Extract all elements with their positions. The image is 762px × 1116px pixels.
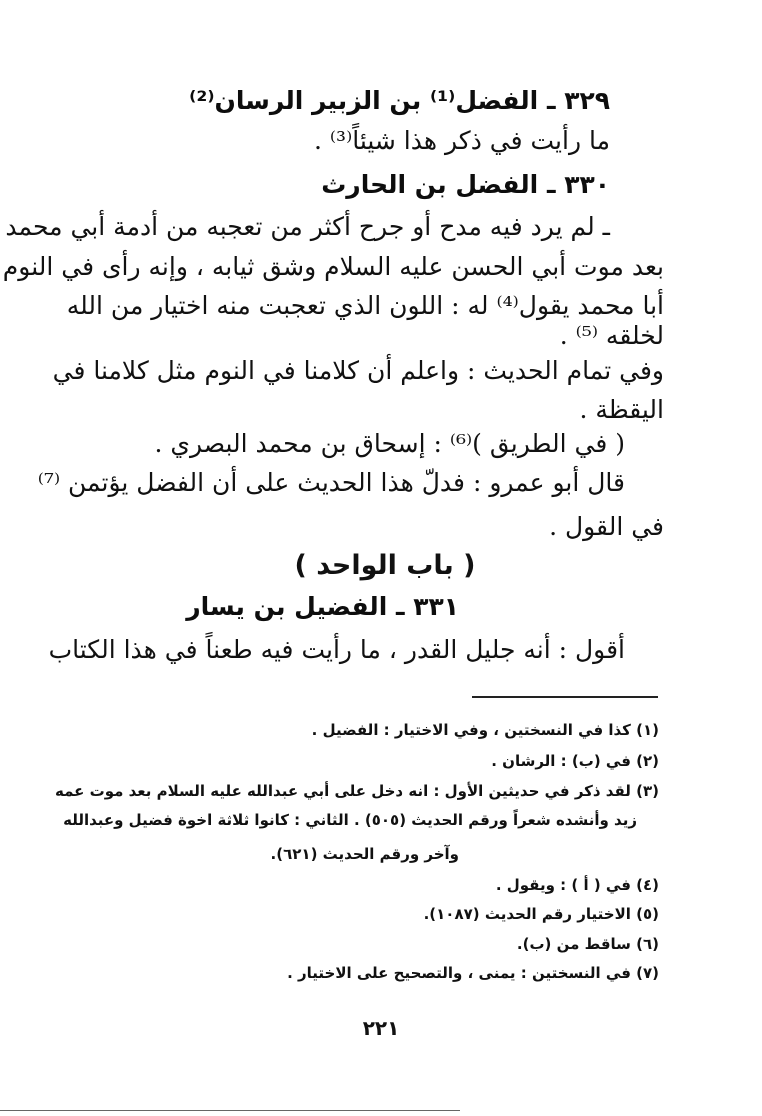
footnote-2: (٢) في (ب) : الرشان . (491, 752, 659, 770)
entry-330-heading: ٣٣٠ ـ الفضل بن الحارث (321, 170, 610, 199)
entry-330-line-9: في القول . (549, 512, 664, 541)
entry-330-line-6: اليقظة . (579, 395, 664, 424)
footnote-5: (٥) الاختيار رقم الحديث (١٠٨٧). (423, 905, 659, 923)
entry-329-text: ما رأيت في ذكر هذا شيئاً⁽³⁾ . (313, 126, 610, 155)
footnote-separator (472, 696, 658, 698)
entry-330-line-8: قال أبو عمرو : فدلّ هذا الحديث على أن الفضل يؤتمن ⁽⁷⁾ (37, 468, 625, 497)
entry-330-line-5: وفي تمام الحديث : واعلم أن كلامنا في النوم مثل كلامنا في (52, 356, 664, 385)
entry-330-line-7: ( في الطريق )⁽⁶⁾ : إسحاق بن محمد البصري . (154, 429, 625, 458)
entry-330-line-3: أبا محمد يقول⁽⁴⁾ له : اللون الذي تعجبت منه اختيار من الله (66, 291, 664, 320)
footnote-3-cont-2: وآخر ورقم الحديث (٦٢١). (270, 845, 459, 863)
entry-331-heading: ٣٣١ ـ الفضيل بن يسار (186, 592, 459, 621)
entry-329-heading: ٣٢٩ ـ الفضل⁽¹⁾ بن الزبير الرسان⁽²⁾ (189, 86, 610, 115)
footnote-7: (٧) في النسختين : يمنى ، والتصحيح على الاختيار . (287, 964, 659, 982)
footnote-3-cont-1: زيد وأنشده شعراً ورقم الحديث (٥٠٥) . الثاني : كانوا ثلاثة اخوة فضيل وعبدالله (63, 811, 637, 829)
entry-331-text: أقول : أنه جليل القدر ، ما رأيت فيه طعناً في هذا الكتاب (48, 635, 625, 664)
entry-330-line-2: بعد موت أبي الحسن عليه السلام وشق ثيابه ، وإنه رأى في النوم (2, 252, 664, 281)
chapter-title: ( باب الواحد ) (294, 550, 476, 581)
entry-330-line-4: لخلقه ⁽⁵⁾ . (559, 321, 664, 350)
entry-330-line-1: ـ لم يرد فيه مدح أو جرح أكثر من تعجبه من أدمة أبي محمد (5, 212, 610, 241)
page-number: ٢٢١ (362, 1016, 400, 1040)
footnote-4: (٤) في ( أ ) : ويقول . (495, 876, 659, 894)
footnote-3: (٣) لقد ذكر في حديثين الأول : انه دخل على أبي عبدالله عليه السلام بعد موت عمه (55, 782, 659, 800)
footnote-6: (٦) ساقط من (ب). (516, 935, 659, 953)
scan-edge-line (0, 1110, 460, 1111)
footnote-1: (١) كذا في النسختين ، وفي الاختيار : الفضيل . (311, 721, 659, 739)
